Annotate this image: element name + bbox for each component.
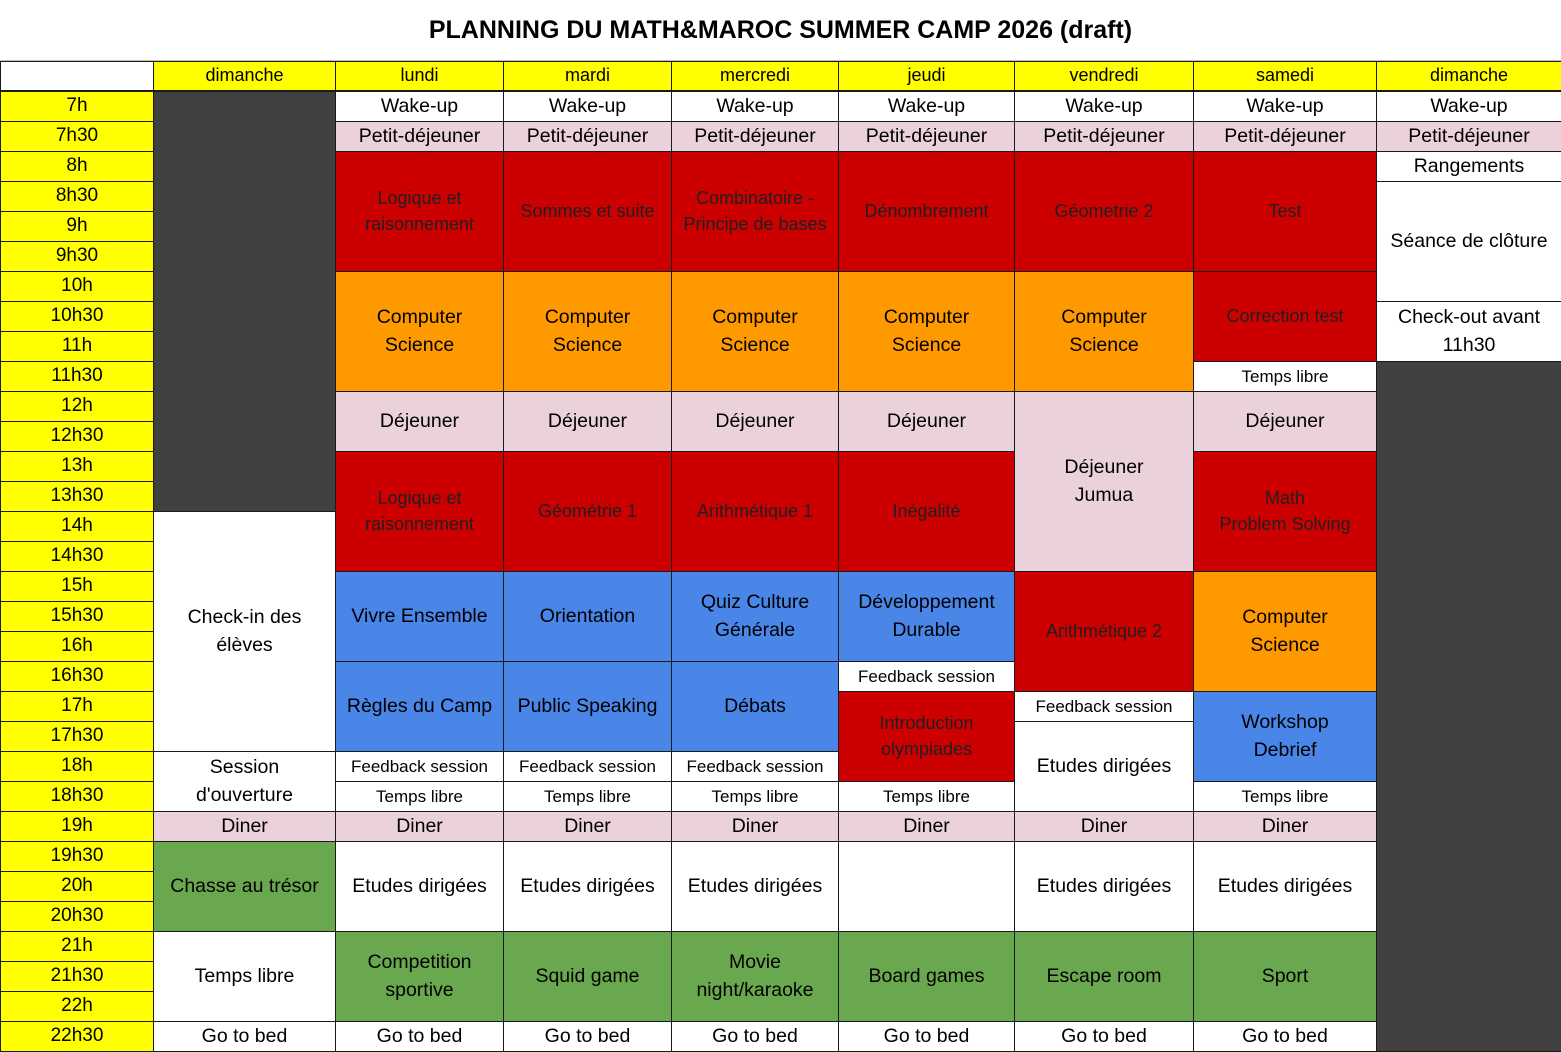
schedule-event: Diner bbox=[335, 811, 504, 842]
schedule-event: Déjeuner Jumua bbox=[1014, 391, 1194, 572]
schedule-event: Temps libre bbox=[838, 781, 1015, 812]
schedule-event: Etudes dirigées bbox=[503, 841, 672, 932]
schedule-event: Go to bed bbox=[1014, 1021, 1194, 1052]
schedule-event: Wake-up bbox=[335, 91, 504, 122]
corner-cell bbox=[0, 61, 154, 91]
schedule-event: Déjeuner bbox=[838, 391, 1015, 452]
schedule-event: Wake-up bbox=[838, 91, 1015, 122]
schedule-event: Go to bed bbox=[503, 1021, 672, 1052]
schedule-event: Wake-up bbox=[1193, 91, 1377, 122]
schedule-event: Temps libre bbox=[153, 931, 336, 1022]
schedule-event: Vivre Ensemble bbox=[335, 571, 504, 662]
time-label: 8h30 bbox=[0, 181, 154, 212]
schedule-event: Temps libre bbox=[335, 781, 504, 812]
time-label: 16h30 bbox=[0, 661, 154, 692]
schedule-event: Orientation bbox=[503, 571, 672, 662]
schedule-event: Géometrie 2 bbox=[1014, 151, 1194, 272]
schedule-event: Computer Science bbox=[335, 271, 504, 392]
schedule-event: Petit-déjeuner bbox=[1014, 121, 1194, 152]
time-label: 15h bbox=[0, 571, 154, 602]
schedule-event: Arithmétique 1 bbox=[671, 451, 839, 572]
schedule-event: Feedback session bbox=[335, 751, 504, 782]
time-label: 9h30 bbox=[0, 241, 154, 272]
schedule-event: Petit-déjeuner bbox=[671, 121, 839, 152]
schedule-event: Petit-déjeuner bbox=[1376, 121, 1561, 152]
time-label: 19h30 bbox=[0, 841, 154, 872]
schedule-event: Petit-déjeuner bbox=[1193, 121, 1377, 152]
schedule-event: Etudes dirigées bbox=[335, 841, 504, 932]
schedule-event: Déjeuner bbox=[1193, 391, 1377, 452]
schedule-event: Quiz Culture Générale bbox=[671, 571, 839, 662]
schedule-event: Escape room bbox=[1014, 931, 1194, 1022]
time-label: 20h bbox=[0, 871, 154, 902]
schedule-event: Petit-déjeuner bbox=[838, 121, 1015, 152]
schedule-event: Go to bed bbox=[1193, 1021, 1377, 1052]
schedule-event: Combinatoire - Principe de bases bbox=[671, 151, 839, 272]
schedule-event: Wake-up bbox=[1014, 91, 1194, 122]
schedule-event: Déjeuner bbox=[335, 391, 504, 452]
schedule-event: Diner bbox=[1193, 811, 1377, 842]
time-label: 16h bbox=[0, 631, 154, 662]
schedule-event: Rangements bbox=[1376, 151, 1561, 182]
schedule-event: Développement Durable bbox=[838, 571, 1015, 662]
time-label: 18h30 bbox=[0, 781, 154, 812]
time-label: 8h bbox=[0, 151, 154, 182]
schedule-event: Computer Science bbox=[671, 271, 839, 392]
schedule-event: Wake-up bbox=[671, 91, 839, 122]
day-header: mardi bbox=[503, 61, 672, 91]
schedule-event: Public Speaking bbox=[503, 661, 672, 752]
time-label: 11h30 bbox=[0, 361, 154, 392]
day-header: dimanche bbox=[153, 61, 336, 91]
page-title: PLANNING DU MATH&MAROC SUMMER CAMP 2026 (draft) bbox=[0, 0, 1561, 61]
schedule-event: Déjeuner bbox=[503, 391, 672, 452]
time-label: 17h bbox=[0, 691, 154, 722]
time-label: 13h30 bbox=[0, 481, 154, 512]
time-label: 12h30 bbox=[0, 421, 154, 452]
schedule-event: Déjeuner bbox=[671, 391, 839, 452]
day-header: jeudi bbox=[838, 61, 1015, 91]
schedule-event: Petit-déjeuner bbox=[503, 121, 672, 152]
time-label: 13h bbox=[0, 451, 154, 482]
schedule-event bbox=[838, 841, 1015, 932]
day-header: vendredi bbox=[1014, 61, 1194, 91]
schedule-event: Check-out avant 11h30 bbox=[1376, 301, 1561, 362]
schedule-event: Movie night/karaoke bbox=[671, 931, 839, 1022]
time-label: 9h bbox=[0, 211, 154, 242]
schedule-event: Diner bbox=[1014, 811, 1194, 842]
time-label: 10h bbox=[0, 271, 154, 302]
schedule-event: Wake-up bbox=[1376, 91, 1561, 122]
time-label: 14h30 bbox=[0, 541, 154, 572]
schedule-event: Workshop Debrief bbox=[1193, 691, 1377, 782]
time-label: 14h bbox=[0, 511, 154, 542]
schedule-event: Règles du Camp bbox=[335, 661, 504, 752]
schedule-event: Computer Science bbox=[1193, 571, 1377, 692]
schedule-event: Sport bbox=[1193, 931, 1377, 1022]
schedule-event: Feedback session bbox=[1014, 691, 1194, 722]
time-label: 21h30 bbox=[0, 961, 154, 992]
time-label: 12h bbox=[0, 391, 154, 422]
schedule-event: Etudes dirigées bbox=[671, 841, 839, 932]
schedule-event: Go to bed bbox=[153, 1021, 336, 1052]
schedule-event: Feedback session bbox=[503, 751, 672, 782]
schedule-event: Logique et raisonnement bbox=[335, 151, 504, 272]
schedule-event: Logique et raisonnement bbox=[335, 451, 504, 572]
time-label: 18h bbox=[0, 751, 154, 782]
schedule-event: Squid game bbox=[503, 931, 672, 1022]
schedule-event: Math Problem Solving bbox=[1193, 451, 1377, 572]
schedule-event: Correction test bbox=[1193, 271, 1377, 362]
time-label: 11h bbox=[0, 331, 154, 362]
schedule-event: Temps libre bbox=[1193, 361, 1377, 392]
time-label: 20h30 bbox=[0, 901, 154, 932]
day-header: samedi bbox=[1193, 61, 1377, 91]
schedule-event: Dénombrement bbox=[838, 151, 1015, 272]
day-header: dimanche bbox=[1376, 61, 1561, 91]
schedule-event: Go to bed bbox=[335, 1021, 504, 1052]
schedule-event: Feedback session bbox=[671, 751, 839, 782]
time-label: 21h bbox=[0, 931, 154, 962]
schedule-event: Check-in des élèves bbox=[153, 511, 336, 752]
time-label: 7h30 bbox=[0, 121, 154, 152]
schedule-event: Temps libre bbox=[671, 781, 839, 812]
schedule-event: Chasse au trésor bbox=[153, 841, 336, 932]
schedule-event: Competition sportive bbox=[335, 931, 504, 1022]
time-label: 7h bbox=[0, 91, 154, 122]
time-label: 22h bbox=[0, 991, 154, 1022]
schedule-event: Etudes dirigées bbox=[1014, 721, 1194, 812]
schedule-event: Diner bbox=[503, 811, 672, 842]
schedule-event: Sommes et suite bbox=[503, 151, 672, 272]
schedule-event: Temps libre bbox=[503, 781, 672, 812]
schedule-event: Diner bbox=[838, 811, 1015, 842]
time-label: 22h30 bbox=[0, 1021, 154, 1052]
schedule-event: Board games bbox=[838, 931, 1015, 1022]
unavailable-block bbox=[153, 91, 336, 512]
schedule-event: Go to bed bbox=[838, 1021, 1015, 1052]
schedule-event: Diner bbox=[671, 811, 839, 842]
day-header: lundi bbox=[335, 61, 504, 91]
schedule-event: Diner bbox=[153, 811, 336, 842]
day-header: mercredi bbox=[671, 61, 839, 91]
unavailable-block bbox=[1376, 361, 1561, 1052]
schedule-event: Session d'ouverture bbox=[153, 751, 336, 812]
schedule-event: Débats bbox=[671, 661, 839, 752]
time-label: 10h30 bbox=[0, 301, 154, 332]
time-label: 19h bbox=[0, 811, 154, 842]
schedule-event: Wake-up bbox=[503, 91, 672, 122]
schedule-event: Temps libre bbox=[1193, 781, 1377, 812]
schedule-event: Inégalité bbox=[838, 451, 1015, 572]
schedule-event: Etudes dirigées bbox=[1014, 841, 1194, 932]
time-label: 17h30 bbox=[0, 721, 154, 752]
schedule-event: Séance de clôture bbox=[1376, 181, 1561, 302]
schedule-event: Computer Science bbox=[838, 271, 1015, 392]
time-label: 15h30 bbox=[0, 601, 154, 632]
schedule-event: Introduction olympiades bbox=[838, 691, 1015, 782]
schedule-event: Feedback session bbox=[838, 661, 1015, 692]
schedule-event: Go to bed bbox=[671, 1021, 839, 1052]
schedule-event: Computer Science bbox=[1014, 271, 1194, 392]
schedule-event: Arithmétique 2 bbox=[1014, 571, 1194, 692]
schedule-event: Computer Science bbox=[503, 271, 672, 392]
schedule-event: Petit-déjeuner bbox=[335, 121, 504, 152]
schedule-event: Test bbox=[1193, 151, 1377, 272]
schedule-event: Etudes dirigées bbox=[1193, 841, 1377, 932]
schedule-event: Géométrie 1 bbox=[503, 451, 672, 572]
